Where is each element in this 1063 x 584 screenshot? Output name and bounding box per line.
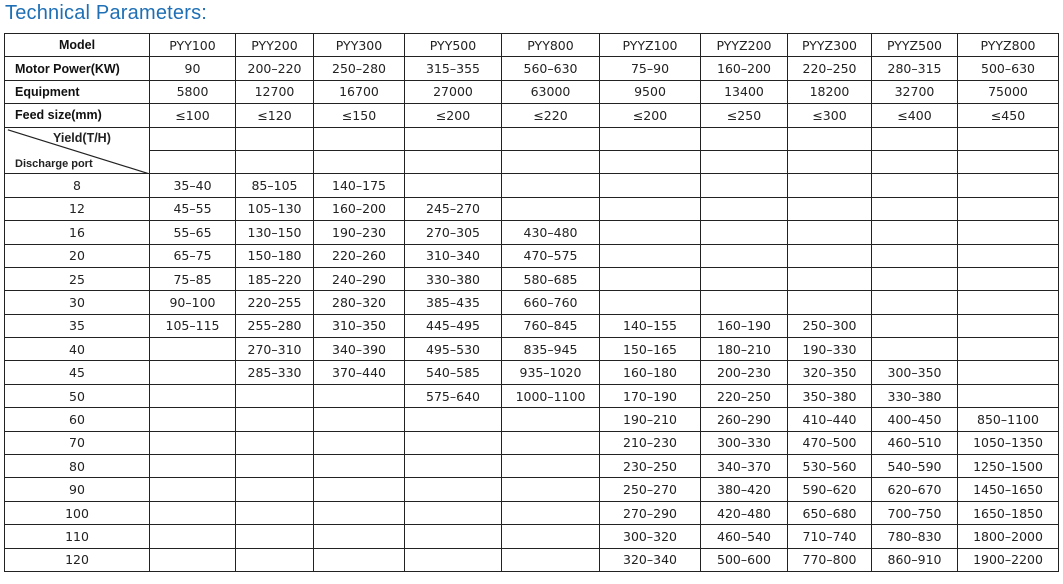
- yield-cell: [150, 501, 236, 524]
- yield-cell: 400–450: [872, 408, 958, 431]
- discharge-port-cell: 8: [5, 174, 150, 197]
- yield-cell: 105–115: [150, 314, 236, 337]
- yield-cell: 530–560: [788, 455, 872, 478]
- yield-cell: [600, 221, 701, 244]
- yield-cell: 90–100: [150, 291, 236, 314]
- yield-cell: [502, 431, 600, 454]
- discharge-port-cell: 30: [5, 291, 150, 314]
- model-header-cell: PYY500: [405, 34, 502, 57]
- yield-row: [5, 244, 1059, 267]
- empty-cell: [236, 150, 314, 173]
- yield-cell: [405, 501, 502, 524]
- spec-cell: 500–630: [958, 57, 1059, 80]
- yield-cell: [872, 338, 958, 361]
- yield-cell: 105–130: [236, 197, 314, 220]
- yield-cell: [150, 525, 236, 548]
- yield-cell: [502, 197, 600, 220]
- yield-cell: 760–845: [502, 314, 600, 337]
- discharge-port-cell: 45: [5, 361, 150, 384]
- yield-cell: 230–250: [600, 455, 701, 478]
- spec-cell: 315–355: [405, 57, 502, 80]
- yield-cell: [405, 525, 502, 548]
- yield-cell: 130–150: [236, 221, 314, 244]
- spec-label: Equipment: [5, 80, 150, 103]
- spec-cell: ≤100: [150, 104, 236, 127]
- yield-cell: 260–290: [701, 408, 788, 431]
- yield-cell: [872, 291, 958, 314]
- yield-cell: [958, 291, 1059, 314]
- yield-row: [5, 408, 1059, 431]
- yield-cell: [872, 197, 958, 220]
- yield-cell: 1800–2000: [958, 525, 1059, 548]
- spec-cell: ≤200: [600, 104, 701, 127]
- diag-row: [5, 127, 1059, 150]
- yield-cell: [236, 431, 314, 454]
- yield-cell: 330–380: [405, 267, 502, 290]
- yield-cell: [236, 455, 314, 478]
- yield-row: [5, 338, 1059, 361]
- empty-cell: [600, 127, 701, 150]
- model-header-cell: PYYZ100: [600, 34, 701, 57]
- spec-label: Feed size(mm): [5, 104, 150, 127]
- yield-row: [5, 478, 1059, 501]
- yield-cell: [788, 291, 872, 314]
- yield-row: [5, 431, 1059, 454]
- yield-cell: 340–390: [314, 338, 405, 361]
- parameters-table: [4, 33, 1059, 572]
- discharge-port-cell: 20: [5, 244, 150, 267]
- yield-cell: [502, 408, 600, 431]
- yield-cell: 495–530: [405, 338, 502, 361]
- spec-cell: 560–630: [502, 57, 600, 80]
- yield-cell: [150, 361, 236, 384]
- yield-cell: [872, 244, 958, 267]
- yield-cell: [236, 548, 314, 571]
- yield-cell: [502, 501, 600, 524]
- yield-cell: 935–1020: [502, 361, 600, 384]
- yield-cell: [314, 431, 405, 454]
- discharge-port-cell: 25: [5, 267, 150, 290]
- spec-cell: 12700: [236, 80, 314, 103]
- model-header-cell: PYY800: [502, 34, 600, 57]
- yield-cell: 310–350: [314, 314, 405, 337]
- empty-cell: [150, 150, 236, 173]
- discharge-port-cell: 40: [5, 338, 150, 361]
- empty-cell: [872, 127, 958, 150]
- empty-cell: [958, 150, 1059, 173]
- yield-cell: [150, 548, 236, 571]
- yield-cell: 270–305: [405, 221, 502, 244]
- yield-cell: 245–270: [405, 197, 502, 220]
- yield-cell: [236, 384, 314, 407]
- discharge-port-cell: 35: [5, 314, 150, 337]
- yield-cell: 860–910: [872, 548, 958, 571]
- yield-cell: 1250–1500: [958, 455, 1059, 478]
- empty-cell: [701, 127, 788, 150]
- yield-cell: 385–435: [405, 291, 502, 314]
- yield-cell: [788, 244, 872, 267]
- spec-cell: ≤300: [788, 104, 872, 127]
- model-header-cell: PYY300: [314, 34, 405, 57]
- parameters-table-body: [5, 34, 1059, 572]
- yield-cell: [701, 174, 788, 197]
- spec-cell: 220–250: [788, 57, 872, 80]
- yield-cell: 180–210: [701, 338, 788, 361]
- yield-cell: 220–250: [701, 384, 788, 407]
- spec-cell: ≤120: [236, 104, 314, 127]
- yield-cell: [600, 197, 701, 220]
- yield-cell: 220–255: [236, 291, 314, 314]
- yield-cell: 500–600: [701, 548, 788, 571]
- page-title: Technical Parameters:: [5, 2, 208, 24]
- spec-cell: 75000: [958, 80, 1059, 103]
- yield-cell: 310–340: [405, 244, 502, 267]
- empty-cell: [405, 150, 502, 173]
- yield-cell: [788, 267, 872, 290]
- empty-cell: [502, 127, 600, 150]
- spec-cell: 90: [150, 57, 236, 80]
- yield-cell: [405, 478, 502, 501]
- yield-cell: 140–175: [314, 174, 405, 197]
- discharge-port-cell: 60: [5, 408, 150, 431]
- spec-cell: 63000: [502, 80, 600, 103]
- spec-cell: ≤220: [502, 104, 600, 127]
- yield-cell: 445–495: [405, 314, 502, 337]
- yield-cell: [314, 408, 405, 431]
- discharge-port-cell: 110: [5, 525, 150, 548]
- yield-cell: [701, 197, 788, 220]
- empty-cell: [150, 127, 236, 150]
- yield-cell: [236, 525, 314, 548]
- yield-cell: [150, 478, 236, 501]
- yield-cell: [600, 174, 701, 197]
- yield-cell: [701, 267, 788, 290]
- yield-cell: [701, 244, 788, 267]
- spec-label: Motor Power(KW): [5, 57, 150, 80]
- yield-cell: 650–680: [788, 501, 872, 524]
- yield-cell: 280–320: [314, 291, 405, 314]
- yield-cell: [872, 221, 958, 244]
- yield-row: [5, 548, 1059, 571]
- yield-cell: 220–260: [314, 244, 405, 267]
- yield-cell: [502, 478, 600, 501]
- yield-cell: [314, 501, 405, 524]
- yield-row: [5, 291, 1059, 314]
- yield-cell: 150–165: [600, 338, 701, 361]
- yield-row: [5, 197, 1059, 220]
- yield-row: [5, 361, 1059, 384]
- yield-cell: [405, 174, 502, 197]
- spec-cell: ≤250: [701, 104, 788, 127]
- model-header-cell: PYYZ800: [958, 34, 1059, 57]
- yield-cell: 160–190: [701, 314, 788, 337]
- empty-cell: [958, 127, 1059, 150]
- yield-row: [5, 267, 1059, 290]
- yield-cell: 160–180: [600, 361, 701, 384]
- yield-row: [5, 525, 1059, 548]
- yield-cell: [958, 267, 1059, 290]
- yield-cell: 660–760: [502, 291, 600, 314]
- yield-cell: [600, 244, 701, 267]
- empty-cell: [788, 150, 872, 173]
- yield-cell: 320–350: [788, 361, 872, 384]
- yield-cell: [502, 455, 600, 478]
- yield-row: [5, 174, 1059, 197]
- yield-cell: [502, 174, 600, 197]
- diag-row: [5, 150, 1059, 173]
- yield-cell: [701, 291, 788, 314]
- spec-row: [5, 80, 1059, 103]
- empty-cell: [788, 127, 872, 150]
- yield-cell: [872, 314, 958, 337]
- model-header-cell: PYYZ300: [788, 34, 872, 57]
- yield-cell: 700–750: [872, 501, 958, 524]
- yield-cell: [236, 501, 314, 524]
- yield-cell: 350–380: [788, 384, 872, 407]
- yield-cell: 185–220: [236, 267, 314, 290]
- yield-cell: [150, 384, 236, 407]
- yield-cell: 460–540: [701, 525, 788, 548]
- spec-cell: 250–280: [314, 57, 405, 80]
- diagonal-header-cell: [5, 127, 150, 174]
- yield-cell: 300–330: [701, 431, 788, 454]
- discharge-port-cell: 100: [5, 501, 150, 524]
- yield-cell: 330–380: [872, 384, 958, 407]
- yield-cell: 300–350: [872, 361, 958, 384]
- yield-cell: 340–370: [701, 455, 788, 478]
- discharge-port-cell: 80: [5, 455, 150, 478]
- spec-cell: ≤400: [872, 104, 958, 127]
- yield-label: Yield(T/H): [53, 130, 111, 145]
- yield-cell: [405, 548, 502, 571]
- model-header-cell: PYYZ500: [872, 34, 958, 57]
- yield-row: [5, 221, 1059, 244]
- yield-cell: 170–190: [600, 384, 701, 407]
- yield-cell: [788, 197, 872, 220]
- yield-cell: 255–280: [236, 314, 314, 337]
- yield-cell: 75–85: [150, 267, 236, 290]
- yield-cell: 285–330: [236, 361, 314, 384]
- yield-cell: 190–210: [600, 408, 701, 431]
- yield-cell: 590–620: [788, 478, 872, 501]
- spec-cell: 200–220: [236, 57, 314, 80]
- yield-cell: [150, 408, 236, 431]
- yield-cell: 540–590: [872, 455, 958, 478]
- yield-cell: [314, 548, 405, 571]
- discharge-port-cell: 50: [5, 384, 150, 407]
- spec-cell: ≤150: [314, 104, 405, 127]
- yield-cell: [314, 455, 405, 478]
- spec-cell: 13400: [701, 80, 788, 103]
- yield-cell: 190–230: [314, 221, 405, 244]
- spec-cell: 27000: [405, 80, 502, 103]
- spec-row: [5, 57, 1059, 80]
- yield-cell: 320–340: [600, 548, 701, 571]
- yield-cell: 835–945: [502, 338, 600, 361]
- yield-cell: [314, 525, 405, 548]
- yield-cell: 380–420: [701, 478, 788, 501]
- yield-cell: 1000–1100: [502, 384, 600, 407]
- yield-cell: 575–640: [405, 384, 502, 407]
- spec-cell: 75–90: [600, 57, 701, 80]
- yield-cell: 270–310: [236, 338, 314, 361]
- yield-cell: 580–685: [502, 267, 600, 290]
- yield-cell: [701, 221, 788, 244]
- yield-cell: [314, 478, 405, 501]
- yield-cell: [150, 338, 236, 361]
- yield-cell: 1450–1650: [958, 478, 1059, 501]
- yield-cell: [958, 384, 1059, 407]
- yield-row: [5, 314, 1059, 337]
- spec-cell: 160–200: [701, 57, 788, 80]
- yield-cell: [958, 361, 1059, 384]
- yield-cell: 370–440: [314, 361, 405, 384]
- yield-cell: 210–230: [600, 431, 701, 454]
- yield-cell: 470–500: [788, 431, 872, 454]
- spec-cell: ≤450: [958, 104, 1059, 127]
- spec-cell: ≤200: [405, 104, 502, 127]
- spec-cell: 5800: [150, 80, 236, 103]
- yield-cell: 420–480: [701, 501, 788, 524]
- yield-cell: 150–180: [236, 244, 314, 267]
- yield-cell: 160–200: [314, 197, 405, 220]
- yield-cell: 250–300: [788, 314, 872, 337]
- empty-cell: [600, 150, 701, 173]
- model-header-cell: PYYZ200: [701, 34, 788, 57]
- yield-cell: [150, 431, 236, 454]
- yield-cell: 270–290: [600, 501, 701, 524]
- spec-label: Model: [5, 34, 150, 57]
- empty-cell: [314, 127, 405, 150]
- model-header-cell: PYY100: [150, 34, 236, 57]
- yield-cell: 710–740: [788, 525, 872, 548]
- yield-cell: 65–75: [150, 244, 236, 267]
- yield-cell: [958, 314, 1059, 337]
- yield-cell: [502, 525, 600, 548]
- yield-cell: 460–510: [872, 431, 958, 454]
- spec-row: [5, 104, 1059, 127]
- empty-cell: [314, 150, 405, 173]
- yield-cell: 620–670: [872, 478, 958, 501]
- yield-cell: [788, 221, 872, 244]
- yield-cell: 300–320: [600, 525, 701, 548]
- yield-cell: 780–830: [872, 525, 958, 548]
- yield-cell: 470–575: [502, 244, 600, 267]
- spec-cell: 9500: [600, 80, 701, 103]
- yield-cell: [236, 408, 314, 431]
- spec-cell: 18200: [788, 80, 872, 103]
- discharge-port-cell: 120: [5, 548, 150, 571]
- yield-cell: [872, 174, 958, 197]
- spec-cell: 32700: [872, 80, 958, 103]
- yield-cell: [600, 291, 701, 314]
- yield-cell: [150, 455, 236, 478]
- yield-cell: [958, 244, 1059, 267]
- empty-cell: [502, 150, 600, 173]
- yield-row: [5, 501, 1059, 524]
- yield-cell: [314, 384, 405, 407]
- empty-cell: [405, 127, 502, 150]
- discharge-port-label: Discharge port: [15, 158, 93, 171]
- yield-cell: 85–105: [236, 174, 314, 197]
- empty-cell: [701, 150, 788, 173]
- yield-cell: [958, 174, 1059, 197]
- yield-cell: [958, 197, 1059, 220]
- yield-cell: [600, 267, 701, 290]
- discharge-port-cell: 16: [5, 221, 150, 244]
- yield-cell: [236, 478, 314, 501]
- yield-cell: 190–330: [788, 338, 872, 361]
- empty-cell: [236, 127, 314, 150]
- model-header-cell: PYY200: [236, 34, 314, 57]
- yield-cell: [405, 455, 502, 478]
- yield-cell: [502, 548, 600, 571]
- discharge-port-cell: 90: [5, 478, 150, 501]
- yield-cell: 250–270: [600, 478, 701, 501]
- yield-cell: 540–585: [405, 361, 502, 384]
- yield-row: [5, 455, 1059, 478]
- yield-cell: 430–480: [502, 221, 600, 244]
- yield-cell: 140–155: [600, 314, 701, 337]
- yield-cell: [788, 174, 872, 197]
- empty-cell: [872, 150, 958, 173]
- yield-cell: 1050–1350: [958, 431, 1059, 454]
- yield-cell: 770–800: [788, 548, 872, 571]
- yield-cell: 410–440: [788, 408, 872, 431]
- yield-cell: 850–1100: [958, 408, 1059, 431]
- yield-cell: [872, 267, 958, 290]
- spec-row: [5, 34, 1059, 57]
- yield-cell: 240–290: [314, 267, 405, 290]
- yield-cell: 45–55: [150, 197, 236, 220]
- discharge-port-cell: 70: [5, 431, 150, 454]
- spec-cell: 16700: [314, 80, 405, 103]
- yield-cell: [405, 431, 502, 454]
- yield-row: [5, 384, 1059, 407]
- discharge-port-cell: 12: [5, 197, 150, 220]
- yield-cell: 55–65: [150, 221, 236, 244]
- yield-cell: [958, 221, 1059, 244]
- yield-cell: 200–230: [701, 361, 788, 384]
- yield-cell: [958, 338, 1059, 361]
- yield-cell: 1900–2200: [958, 548, 1059, 571]
- yield-cell: [405, 408, 502, 431]
- yield-cell: 35–40: [150, 174, 236, 197]
- yield-cell: 1650–1850: [958, 501, 1059, 524]
- spec-cell: 280–315: [872, 57, 958, 80]
